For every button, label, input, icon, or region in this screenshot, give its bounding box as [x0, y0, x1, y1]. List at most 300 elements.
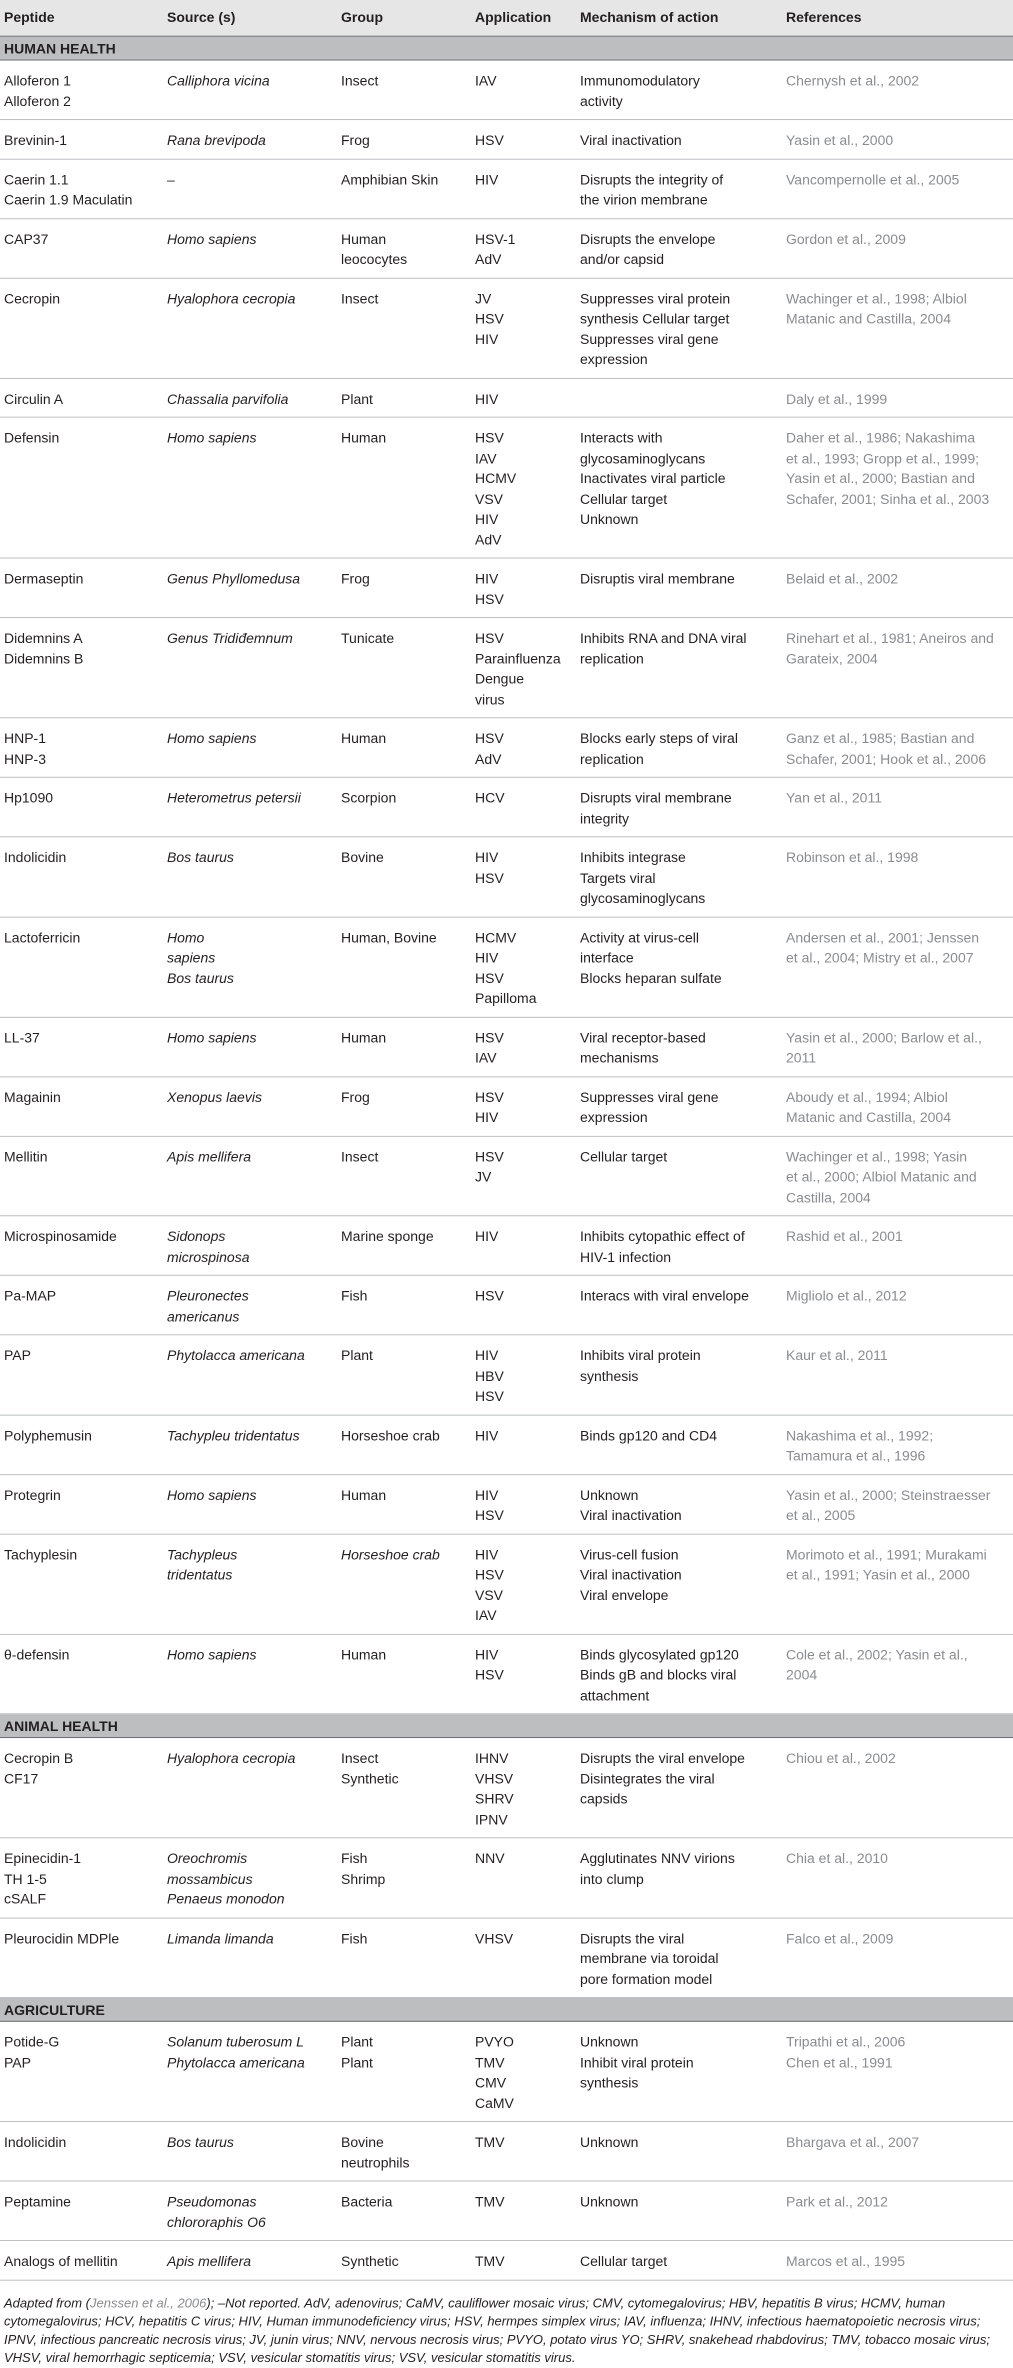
cell-peptide-line: Cecropin	[4, 290, 61, 307]
cell-application-line: VHSV	[475, 1930, 514, 1946]
cell-source-line: Homo sapiens	[167, 230, 257, 247]
cell-mechanism-line: replication	[580, 750, 644, 767]
cell-references-line[interactable]: Migliolo et al., 2012	[786, 1287, 907, 1304]
cell-group-line: Frog	[341, 131, 370, 148]
cell-peptide-line: Alloferon 1	[4, 72, 71, 89]
cell-source	[163, 218, 337, 278]
cell-mechanism-line: Viral receptor-based	[580, 1029, 706, 1046]
cell-references-line[interactable]: Wachinger et al., 1998; Albiol	[786, 290, 967, 307]
cell-mechanism-line: HIV-1 infection	[580, 1248, 672, 1265]
cell-source-line: Bos taurus	[167, 849, 234, 866]
cell-mechanism-line: Blocks heparan sulfate	[580, 969, 722, 986]
cell-references-line[interactable]: Cole et al., 2002; Yasin et al.,	[786, 1646, 968, 1663]
cell-references-line[interactable]: et al., 2005	[786, 1506, 856, 1523]
table-row	[0, 1076, 1013, 1136]
cell-application-line: virus	[475, 690, 505, 707]
cell-source	[163, 718, 337, 778]
cell-peptide-line: Polyphemusin	[4, 1427, 92, 1443]
cell-application-line: HSV	[475, 969, 504, 986]
cell-references-line[interactable]: Chen et al., 1991	[786, 2054, 893, 2070]
cell-group	[337, 218, 471, 278]
cell-references	[782, 917, 1013, 1017]
cell-source-line: Apis mellifera	[167, 2252, 252, 2269]
cell-application-line: HSV	[475, 131, 504, 148]
cell-references-line[interactable]: Yasin et al., 2000; Barlow et al.,	[786, 1029, 982, 1046]
cell-references-line[interactable]: Park et al., 2012	[786, 2193, 888, 2210]
cell-mechanism-line: Viral inactivation	[580, 131, 682, 148]
cell-references-line[interactable]: et al., 2000; Albiol Matanic and	[786, 1168, 977, 1185]
cell-mechanism-line: the virion membrane	[580, 191, 708, 208]
cell-mechanism-line: Disrupts the viral envelope	[580, 1749, 745, 1766]
cell-references-line[interactable]: et al., 1991; Yasin et al., 2000	[786, 1566, 970, 1583]
cell-application-line: HIV	[475, 1486, 499, 1503]
cell-group-line: leococytes	[341, 250, 408, 267]
cell-source	[163, 1017, 337, 1077]
cell-group-line: Insect	[341, 290, 379, 307]
cell-application-line: IAV	[475, 1049, 497, 1066]
cell-mechanism	[576, 558, 782, 618]
cell-peptide-line: Pleurocidin MDPle	[4, 1930, 120, 1946]
cell-application-line: AdV	[475, 750, 502, 767]
cell-source-line: Limanda limanda	[167, 1930, 274, 1946]
cell-references-line[interactable]: Andersen et al., 2001; Jenssen	[786, 929, 980, 945]
cell-mechanism	[576, 777, 782, 837]
cell-application	[471, 1216, 576, 1276]
cell-application-line: Papilloma	[475, 990, 537, 1006]
cell-mechanism	[576, 1136, 782, 1216]
cell-mechanism-line: Immunomodulatory	[580, 72, 700, 89]
cell-source-line: Homo	[167, 929, 205, 945]
cell-peptide	[0, 1076, 163, 1136]
table-row	[0, 1335, 1013, 1415]
cell-application-line: HIV	[475, 1646, 499, 1663]
cell-mechanism-line: glycosaminoglycans	[580, 449, 706, 466]
cell-source-line: Bos taurus	[167, 969, 234, 986]
cell-references	[782, 1275, 1013, 1335]
cell-application-line: HSV-1	[475, 230, 516, 247]
cell-group	[337, 777, 471, 837]
header-application: Application	[471, 0, 576, 36]
cell-application	[471, 1474, 576, 1534]
cell-peptide-line: Microspinosamide	[4, 1228, 117, 1245]
header-group: Group	[337, 0, 471, 36]
cell-application	[471, 1076, 576, 1136]
cell-references-line[interactable]: Schafer, 2001; Sinha et al., 2003	[786, 490, 990, 507]
cell-mechanism-line: Cellular target	[580, 2252, 668, 2269]
cell-peptide	[0, 120, 163, 159]
cell-references	[782, 1136, 1013, 1216]
cell-peptide	[0, 218, 163, 278]
header-peptide: Peptide	[0, 0, 163, 36]
cell-application-line: HIV	[475, 1347, 499, 1364]
cell-mechanism-line: Disrupts the viral	[580, 1930, 685, 1946]
cell-peptide-line: Tachyplesin	[4, 1546, 78, 1562]
cell-source-line: Calliphora vicina	[167, 72, 270, 89]
cell-application	[471, 1136, 576, 1216]
cell-source	[163, 917, 337, 1017]
cell-references-line[interactable]: 2004	[786, 1666, 818, 1683]
cell-application-line: HIV	[475, 1228, 499, 1245]
cell-source	[163, 378, 337, 417]
cell-group	[337, 1415, 471, 1475]
cell-references-line[interactable]: Gordon et al., 2009	[786, 230, 906, 247]
cell-mechanism-line: Virus-cell fusion	[580, 1546, 679, 1562]
cell-application-line: HSV	[475, 310, 504, 327]
cell-references-line[interactable]: Marcos et al., 1995	[786, 2252, 906, 2269]
cell-references-line[interactable]: Daly et al., 1999	[786, 390, 888, 407]
cell-group-line: Insect	[341, 1148, 379, 1165]
cell-references-line[interactable]: Rinehart et al., 1981; Aneiros and	[786, 629, 994, 646]
cell-application-line: AdV	[475, 250, 502, 267]
cell-group	[337, 917, 471, 1017]
cell-source	[163, 1415, 337, 1475]
cell-peptide-line: Magainin	[4, 1088, 61, 1105]
cell-references-line[interactable]: Yasin et al., 2000; Steinstraesser	[786, 1486, 991, 1503]
cell-source	[163, 2021, 337, 2121]
cell-source	[163, 777, 337, 837]
cell-references-line[interactable]: Ganz et al., 1985; Bastian and	[786, 730, 975, 747]
cell-mechanism-line: Unknown	[580, 1486, 639, 1503]
cell-references-line[interactable]: Schafer, 2001; Hook et al., 2006	[786, 750, 987, 767]
cell-peptide	[0, 60, 163, 120]
table-row	[0, 159, 1013, 219]
cell-application	[471, 1275, 576, 1335]
cell-references-line[interactable]: Belaid et al., 2002	[786, 570, 899, 587]
cell-source	[163, 1634, 337, 1714]
cell-source-line: Heterometrus petersii	[167, 789, 301, 806]
table-row	[0, 218, 1013, 278]
cell-group-line: Fish	[341, 1287, 368, 1304]
cell-mechanism	[576, 1534, 782, 1634]
cell-group	[337, 159, 471, 219]
cell-source	[163, 120, 337, 159]
cell-references-line[interactable]: Yasin et al., 2000	[786, 131, 894, 148]
cell-references	[782, 1634, 1013, 1714]
cell-mechanism-line: Interacts with	[580, 429, 663, 446]
cell-references-line[interactable]: Aboudy et al., 1994; Albiol	[786, 1088, 948, 1105]
cell-references-line[interactable]: Bhargava et al., 2007	[786, 2133, 920, 2150]
cell-source-line: Rana brevipoda	[167, 131, 266, 148]
cell-peptide-line: Hp1090	[4, 789, 54, 806]
cell-group-line: Human	[341, 230, 387, 247]
cell-references-line[interactable]: et al., 2004; Mistry et al., 2007	[786, 949, 974, 966]
cell-references-line[interactable]: Daher et al., 1986; Nakashima	[786, 429, 976, 446]
cell-references	[782, 1534, 1013, 1634]
cell-references-line[interactable]: et al., 1993; Gropp et al., 1999;	[786, 449, 980, 466]
cell-group-line: Human	[341, 429, 387, 446]
cell-mechanism	[576, 618, 782, 718]
cell-peptide-line: Potide-G	[4, 2033, 60, 2050]
cell-references-line[interactable]: Tamamura et al., 1996	[786, 1447, 926, 1464]
cell-application	[471, 1918, 576, 1998]
cell-references	[782, 2121, 1013, 2181]
cell-application-line: VHSV	[475, 1770, 514, 1787]
cell-mechanism-line: Viral inactivation	[580, 1566, 682, 1583]
cell-application	[471, 1838, 576, 1918]
cell-group	[337, 1918, 471, 1998]
cell-mechanism-line: expression	[580, 1109, 648, 1125]
cell-application-line: HSV	[475, 1148, 504, 1165]
cell-application-line: PVYO	[475, 2033, 514, 2050]
cell-group	[337, 837, 471, 917]
cell-application	[471, 2241, 576, 2280]
cell-source-line: Homo sapiens	[167, 1486, 257, 1503]
cell-references-line[interactable]: Matanic and Castilla, 2004	[786, 1109, 951, 1125]
cell-mechanism	[576, 378, 782, 417]
cell-application	[471, 278, 576, 378]
cell-peptide-line: LL-37	[4, 1029, 40, 1046]
cell-group-line: Insect	[341, 72, 379, 89]
cell-application-line: HSV	[475, 1387, 504, 1404]
cell-application-line: HSV	[475, 1506, 504, 1523]
cell-group	[337, 2241, 471, 2280]
cell-peptide-line: Analogs of mellitin	[4, 2252, 118, 2269]
cell-references-line[interactable]: Chiou et al., 2002	[786, 1749, 896, 1766]
cell-references	[782, 2181, 1013, 2241]
cell-group-line: Synthetic	[341, 2252, 399, 2269]
cell-references-line[interactable]: Garateix, 2004	[786, 650, 878, 667]
table-row	[0, 1017, 1013, 1077]
cell-mechanism-line: glycosaminoglycans	[580, 889, 706, 906]
cell-source	[163, 1216, 337, 1276]
cell-source-line: Hyalophora cecropia	[167, 1749, 296, 1766]
table-row	[0, 1918, 1013, 1998]
cell-mechanism-line: Unknown	[580, 2033, 639, 2050]
cell-peptide-line: CF17	[4, 1770, 39, 1787]
cell-source	[163, 2241, 337, 2280]
cell-application-line: CaMV	[475, 2094, 514, 2111]
cell-references-line[interactable]: Robinson et al., 1998	[786, 849, 919, 866]
cell-peptide-line: Indolicidin	[4, 2133, 67, 2150]
cell-mechanism-line: Interacs with viral envelope	[580, 1287, 749, 1304]
cell-source-line: Chassalia parvifolia	[167, 390, 289, 407]
cell-group-line: Plant	[341, 1347, 373, 1364]
cell-mechanism	[576, 1275, 782, 1335]
cell-mechanism-line: Disrupts the integrity of	[580, 171, 724, 187]
cell-application	[471, 218, 576, 278]
table-body	[0, 36, 1013, 2279]
footnote-link[interactable]: Jenssen et al., 2006	[90, 2295, 207, 2310]
table-row	[0, 2021, 1013, 2121]
cell-application-line: IAV	[475, 1607, 497, 1623]
cell-source	[163, 1838, 337, 1918]
cell-group-line: Fish	[341, 1930, 368, 1946]
cell-application	[471, 1335, 576, 1415]
cell-group-line: Bacteria	[341, 2193, 393, 2210]
cell-peptide-line: HNP-1	[4, 730, 47, 747]
cell-group	[337, 120, 471, 159]
cell-application	[471, 718, 576, 778]
cell-references-line[interactable]: Yan et al., 2011	[786, 789, 882, 806]
cell-references	[782, 417, 1013, 558]
cell-references-line[interactable]: Chernysh et al., 2002	[786, 72, 920, 89]
cell-references	[782, 1216, 1013, 1276]
cell-mechanism-line: Blocks early steps of viral	[580, 730, 738, 747]
cell-peptide	[0, 1017, 163, 1077]
cell-application	[471, 1017, 576, 1077]
cell-references	[782, 2241, 1013, 2280]
cell-mechanism	[576, 1076, 782, 1136]
cell-references-line[interactable]: Morimoto et al., 1991; Murakami	[786, 1546, 987, 1562]
cell-mechanism-line: Disruptis viral membrane	[580, 570, 735, 587]
cell-mechanism-line: Binds glycosylated gp120	[580, 1646, 739, 1663]
cell-mechanism	[576, 1838, 782, 1918]
cell-mechanism	[576, 278, 782, 378]
cell-references	[782, 1738, 1013, 1838]
cell-mechanism	[576, 2181, 782, 2241]
cell-peptide	[0, 2181, 163, 2241]
cell-mechanism-line: synthesis Cellular target	[580, 310, 730, 327]
cell-peptide-line: cSALF	[4, 1890, 47, 1907]
cell-source	[163, 1335, 337, 1415]
cell-references-line[interactable]: Chia et al., 2010	[786, 1850, 888, 1867]
cell-application-line: TMV	[475, 2054, 505, 2070]
cell-application-line: IPNV	[475, 1810, 508, 1827]
cell-source-line: sapiens	[167, 949, 216, 966]
cell-mechanism-line: Cellular target	[580, 490, 668, 507]
cell-source-line: Xenopus laevis	[167, 1088, 262, 1105]
table-row	[0, 618, 1013, 718]
cell-mechanism-line: and/or capsid	[580, 250, 665, 267]
cell-references	[782, 1335, 1013, 1415]
cell-mechanism	[576, 2121, 782, 2181]
cell-peptide	[0, 558, 163, 618]
cell-references-line[interactable]: Castilla, 2004	[786, 1188, 871, 1205]
cell-application	[471, 378, 576, 417]
cell-source-line: Genus Tridiđemnum	[167, 629, 293, 646]
cell-references-line[interactable]: Kaur et al., 2011	[786, 1347, 888, 1364]
cell-mechanism	[576, 60, 782, 120]
cell-references	[782, 60, 1013, 120]
cell-references-line[interactable]: Falco et al., 2009	[786, 1930, 894, 1946]
cell-application	[471, 1415, 576, 1475]
cell-references-line[interactable]: Vancompernolle et al., 2005	[786, 171, 960, 187]
cell-peptide	[0, 159, 163, 219]
table-row	[0, 278, 1013, 378]
cell-mechanism	[576, 120, 782, 159]
cell-references	[782, 2021, 1013, 2121]
cell-group	[337, 1634, 471, 1714]
cell-source-line: tridentatus	[167, 1566, 233, 1583]
cell-source-line: Penaeus monodon	[167, 1890, 285, 1907]
cell-mechanism-line: attachment	[580, 1686, 650, 1703]
cell-mechanism	[576, 1634, 782, 1714]
cell-peptide-line: Epinecidin-1	[4, 1850, 82, 1867]
cell-mechanism-line: synthesis	[580, 2074, 639, 2091]
table-footnote	[0, 2280, 1013, 2367]
cell-group	[337, 2121, 471, 2181]
cell-references	[782, 558, 1013, 618]
cell-references	[782, 120, 1013, 159]
cell-application	[471, 837, 576, 917]
cell-peptide	[0, 1634, 163, 1714]
cell-mechanism-line: mechanisms	[580, 1049, 659, 1066]
footnote-text: ); –Not reported. AdV, adenovirus; CaMV, cauliflower mosaic virus; CMV, cytomegalovirus; HBV, hepatitis B virus; HCMV, human cytomegalovirus; HCV, hepatitis C virus; HIV, Human immunodeficiency virus; HSV, hermpes simplex virus; IAV, influenza; IHNV, infectious haematopoietic necrosis virus; IPNV, infectious pancreatic necrosis virus; JV, junin virus; NNV, nervous necrosis virus; PVYO, potato virus YO; SHRV, snakehead rhabdovirus; TMV, tobacco mosaic virus; VHSV, viral hemorrhagic septicemia; VSV, vesicular stomatitis virus; VSV, vesicular stomatitis virus.	[4, 2295, 990, 2366]
cell-group-line: Bovine	[341, 2133, 384, 2150]
cell-references-line[interactable]: 2011	[786, 1049, 817, 1066]
cell-references	[782, 1918, 1013, 1998]
cell-source-line: Solanum tuberosum L	[167, 2033, 304, 2050]
cell-group	[337, 60, 471, 120]
cell-mechanism-line: Disintegrates the viral	[580, 1770, 715, 1787]
section-header-row	[0, 1714, 1013, 1738]
cell-mechanism-line: interface	[580, 949, 634, 966]
cell-application-line: HIV	[475, 849, 499, 866]
cell-application-line: JV	[475, 1168, 492, 1185]
cell-peptide-line: Circulin A	[4, 390, 64, 407]
cell-source-line: Homo sapiens	[167, 1646, 257, 1663]
cell-mechanism-line: Disrupts the envelope	[580, 230, 716, 247]
cell-source	[163, 1275, 337, 1335]
cell-group	[337, 1534, 471, 1634]
cell-group-line: neutrophils	[341, 2154, 410, 2171]
cell-mechanism-line: Unknown	[580, 510, 639, 527]
cell-peptide	[0, 718, 163, 778]
cell-group	[337, 718, 471, 778]
cell-peptide	[0, 2241, 163, 2280]
cell-mechanism	[576, 2021, 782, 2121]
cell-peptide-line: PAP	[4, 1347, 31, 1364]
cell-application-line: HIV	[475, 949, 499, 966]
cell-mechanism	[576, 1918, 782, 1998]
cell-mechanism-line: Binds gB and blocks viral	[580, 1666, 737, 1683]
cell-application-line: IAV	[475, 449, 497, 466]
cell-source-line: mossambicus	[167, 1870, 253, 1887]
cell-application	[471, 120, 576, 159]
cell-references-line[interactable]: Tripathi et al., 2006	[786, 2033, 906, 2050]
cell-application-line: HBV	[475, 1367, 504, 1384]
table-row	[0, 378, 1013, 417]
cell-peptide	[0, 378, 163, 417]
table-row	[0, 1738, 1013, 1838]
cell-references	[782, 1415, 1013, 1475]
table-row	[0, 1275, 1013, 1335]
cell-references-line[interactable]: Nakashima et al., 1992;	[786, 1427, 934, 1443]
cell-group-line: Human	[341, 1486, 387, 1503]
cell-mechanism-line: membrane via toroidal	[580, 1950, 719, 1967]
cell-references-line[interactable]: Wachinger et al., 1998; Yasin	[786, 1148, 968, 1165]
cell-mechanism-line: replication	[580, 650, 644, 667]
cell-group-line: Plant	[341, 2033, 373, 2050]
cell-mechanism-line: Agglutinates NNV virions	[580, 1850, 735, 1867]
cell-peptide-line: Dermaseptin	[4, 570, 84, 587]
cell-references-line[interactable]: Rashid et al., 2001	[786, 1228, 903, 1245]
cell-references-line[interactable]: Matanic and Castilla, 2004	[786, 310, 951, 327]
cell-mechanism	[576, 718, 782, 778]
cell-source-line: microspinosa	[167, 1248, 250, 1265]
cell-source-line: –	[167, 171, 175, 187]
cell-application-line: HIV	[475, 1427, 499, 1443]
cell-group-line: Horseshoe crab	[341, 1546, 440, 1562]
cell-peptide-line: Didemnins A	[4, 629, 83, 646]
cell-references-line[interactable]: Yasin et al., 2000; Bastian and	[786, 470, 975, 487]
cell-group	[337, 1474, 471, 1534]
cell-peptide	[0, 417, 163, 558]
cell-source-line: Sidonops	[167, 1228, 226, 1245]
table-row	[0, 120, 1013, 159]
cell-application	[471, 1738, 576, 1838]
cell-mechanism	[576, 2241, 782, 2280]
cell-mechanism-line: Binds gp120 and CD4	[580, 1427, 717, 1443]
cell-application-line: HCV	[475, 789, 505, 806]
cell-application-line: HSV	[475, 1029, 504, 1046]
cell-peptide-line: Pa-MAP	[4, 1287, 57, 1304]
cell-mechanism	[576, 837, 782, 917]
cell-group	[337, 378, 471, 417]
cell-peptide-line: Alloferon 2	[4, 92, 71, 109]
cell-application	[471, 60, 576, 120]
cell-references	[782, 378, 1013, 417]
